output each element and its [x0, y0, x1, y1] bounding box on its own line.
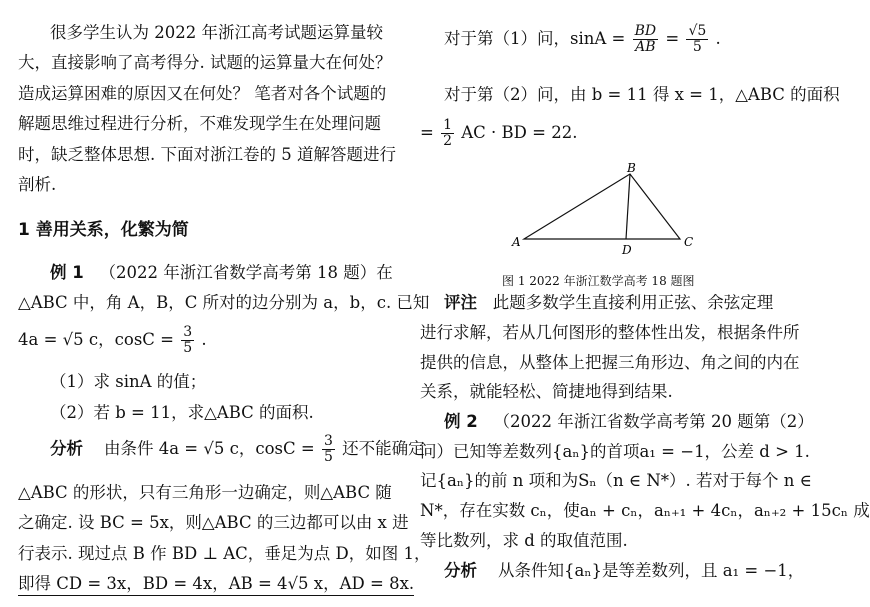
area-eq: = — [420, 123, 434, 142]
fraction-numerator: BD — [634, 23, 657, 39]
label-d: D — [622, 243, 632, 257]
example1-line-1 — [50, 262, 393, 284]
example2-line-4: N*，存在实数 cₙ，使aₙ + cₙ，aₙ₊₁ + 4cₙ，aₙ₊₂ + 15cₙ 成 — [420, 501, 870, 520]
example1-line-3 — [18, 323, 207, 357]
fraction-denominator: 5 — [183, 340, 193, 356]
comment-line-3: 提供的信息，从整体上把握三角形边、角之间的内在 — [420, 353, 800, 372]
intro-line-1: 很多学生认为 2022 年浙江高考试题运算量较 — [50, 23, 383, 42]
triangle-abc — [524, 174, 680, 239]
fraction-numerator: 1 — [443, 117, 452, 133]
analysis2-text-1: 从条件知{aₙ}是等差数列，且 a₁ = −1， — [497, 561, 805, 580]
comment-line-4: 关系，就能轻松、简捷地得到结果. — [420, 382, 673, 401]
area-line-2 — [420, 116, 577, 150]
example2-label: 例 2 — [444, 412, 478, 431]
example1-line-2: △ABC 中，角 A，B，C 所对的边分别为 a，b，c. 已知 — [18, 293, 430, 312]
example2-line-1 — [444, 411, 814, 433]
comment-line-1 — [444, 292, 773, 314]
intro-line-3: 造成运算困难的原因又在何处？ 笔者对各个试题的 — [18, 84, 387, 103]
fraction-numerator: 3 — [183, 324, 193, 340]
intro-line-5: 时，缺乏整体思想. 下面对浙江卷的 5 道解答题进行 — [18, 145, 396, 164]
label-a: A — [512, 235, 521, 249]
analysis-line-4: 行表示. 现过点 B 作 BD ⊥ AC，垂足为点 D，如图 1， — [18, 544, 431, 563]
fraction-denominator: 2 — [443, 133, 452, 149]
intro-line-6: 剖析. — [18, 175, 57, 194]
intro-line-4: 解题思维过程进行分析，不难发现学生在处理问题 — [18, 114, 381, 133]
fraction-1-2 — [441, 118, 454, 149]
area-line-1: 对于第（2）问，由 b = 11 得 x = 1，△ABC 的面积 — [444, 85, 840, 104]
analysis-formula-pre: 由条件 4a = √5 c，cosC = — [103, 439, 315, 458]
fraction-sqrt5-5 — [686, 24, 708, 55]
comment-label: 评注 — [444, 293, 477, 312]
fraction-numerator: √5 — [688, 23, 707, 39]
example1-label: 例 1 — [50, 263, 84, 282]
intro-line-2: 大，直接影响了高考得分. 试题的运算量大在何处？ — [18, 53, 392, 72]
example1-text-1: （2022 年浙江省数学高考第 18 题）在 — [99, 263, 393, 282]
question-2: （2）若 b = 11，求△ABC 的面积. — [50, 403, 314, 422]
analysis-label: 分析 — [50, 439, 83, 458]
comment-text-1: 此题多数学生直接利用正弦、余弦定理 — [492, 293, 774, 312]
label-c: C — [684, 235, 694, 249]
example2-line-3: 记{aₙ}的前 n 项和为Sₙ（n ∈ N*）. 若对于每个 n ∈ — [420, 471, 812, 490]
analysis-line-1 — [50, 432, 425, 466]
label-b: B — [627, 161, 636, 175]
altitude-bd — [626, 174, 630, 239]
sin-a-line — [444, 22, 721, 56]
analysis-line-3: 之确定. 设 BC = 5x，则△ABC 的三边都可以由 x 进 — [18, 513, 409, 532]
section-title: 1 善用关系，化繁为简 — [18, 220, 189, 240]
figure-caption: 图 1 2022 年浙江数学高考 18 题图 — [502, 274, 695, 288]
triangle-figure — [510, 160, 710, 260]
analysis-line-5: 即得 CD = 3x，BD = 4x，AB = 4√5 x，AD = 8x. — [18, 573, 414, 596]
question-1: （1）求 sinA 的值； — [50, 372, 207, 391]
fraction-3-5-analysis — [322, 434, 335, 465]
fraction-3-5 — [181, 325, 194, 356]
equals-sign: = — [665, 29, 680, 48]
fraction-denominator: AB — [635, 39, 656, 55]
area-post: AC · BD = 22. — [461, 123, 578, 142]
example1-formula-pre: 4a = √5 c，cosC = — [18, 330, 174, 349]
analysis2-line-1 — [444, 560, 804, 582]
example2-line-2: 问）已知等差数列{aₙ}的首项a₁ = −1，公差 d > 1. — [420, 442, 810, 461]
fraction-numerator: 3 — [323, 433, 333, 449]
example1-formula-post: . — [201, 330, 207, 349]
analysis2-label: 分析 — [444, 561, 477, 580]
fraction-denominator: 5 — [323, 449, 333, 465]
sin-a-post: . — [715, 29, 721, 48]
comment-line-2: 进行求解，若从几何图形的整体性出发，根据条件所 — [420, 323, 800, 342]
fraction-denominator: 5 — [692, 39, 702, 55]
analysis-line-2: △ABC 的形状，只有三角形一边确定，则△ABC 随 — [18, 483, 392, 502]
example2-line-5: 等比数列，求 d 的取值范围. — [420, 531, 628, 550]
example2-text-1: （2022 年浙江省数学高考第 20 题第（2） — [493, 412, 814, 431]
sin-a-pre: 对于第（1）问，sinA = — [444, 29, 626, 48]
analysis-formula-post: 还不能确定 — [342, 439, 425, 458]
fraction-bd-ab — [633, 24, 659, 55]
